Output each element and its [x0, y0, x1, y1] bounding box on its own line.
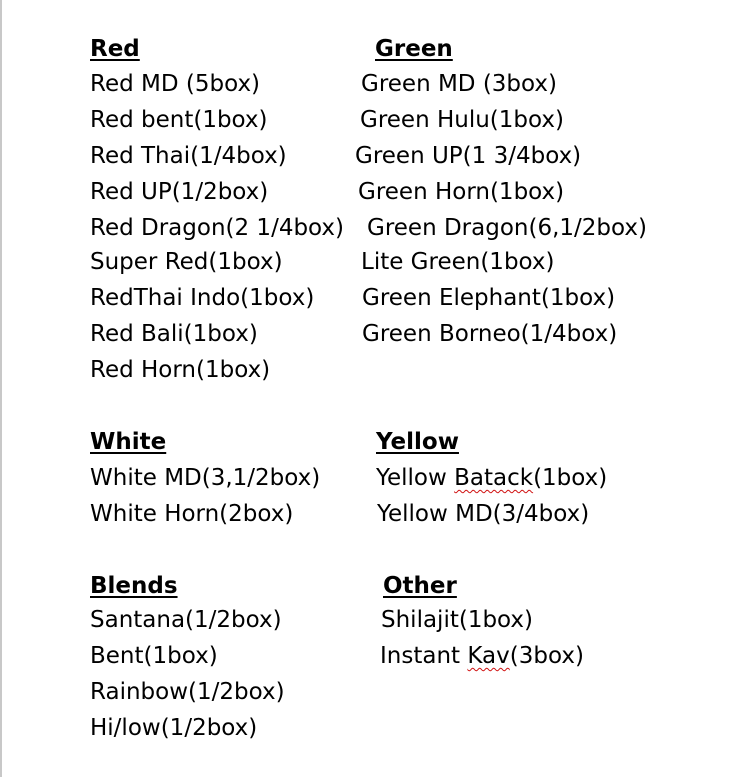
blends-item: Santana(1/2box) — [90, 607, 282, 633]
green-item: Green Hulu(1box) — [360, 107, 564, 133]
yellow-item: Yellow MD(3/4box) — [377, 501, 590, 527]
blends-item: Rainbow(1/2box) — [90, 679, 285, 705]
red-item: Super Red(1box) — [90, 249, 283, 275]
blends-item: Hi/low(1/2box) — [90, 715, 258, 741]
heading-green: Green — [375, 36, 453, 62]
red-item: Red Thai(1/4box) — [90, 143, 287, 169]
green-item: Green UP(1 3/4box) — [355, 143, 582, 169]
red-item: Red MD (5box) — [90, 71, 261, 97]
red-item: Red UP(1/2box) — [90, 179, 269, 205]
green-item: Green Dragon(6,1/2box) — [367, 215, 647, 241]
other-item: Shilajit(1box) — [381, 607, 534, 633]
green-item: Green MD (3box) — [361, 71, 557, 97]
page-left-edge — [0, 0, 2, 777]
white-item: White Horn(2box) — [90, 501, 294, 527]
red-item: Red Dragon(2 1/4box) — [90, 215, 344, 241]
green-item: Green Elephant(1box) — [362, 285, 616, 311]
heading-red: Red — [90, 36, 140, 62]
green-item: Green Horn(1box) — [358, 179, 565, 205]
heading-yellow: Yellow — [376, 429, 459, 455]
white-item: White MD(3,1/2box) — [90, 465, 321, 491]
red-item: Red Horn(1box) — [90, 357, 271, 383]
heading-white: White — [90, 429, 167, 455]
red-item: Red Bali(1box) — [90, 321, 258, 347]
green-item: Green Borneo(1/4box) — [362, 321, 618, 347]
blends-item: Bent(1box) — [90, 643, 218, 669]
yellow-item: Yellow Batack(1box) — [376, 465, 608, 491]
red-item: RedThai Indo(1box) — [90, 285, 315, 311]
green-item: Lite Green(1box) — [361, 249, 555, 275]
heading-blends: Blends — [90, 573, 178, 599]
heading-other: Other — [383, 573, 457, 599]
spellcheck-flagged-word[interactable]: Batack — [454, 465, 534, 491]
red-item: Red bent(1box) — [90, 107, 268, 133]
other-item: Instant Kav(3box) — [380, 643, 584, 669]
spellcheck-flagged-word[interactable]: Kav — [467, 643, 510, 669]
